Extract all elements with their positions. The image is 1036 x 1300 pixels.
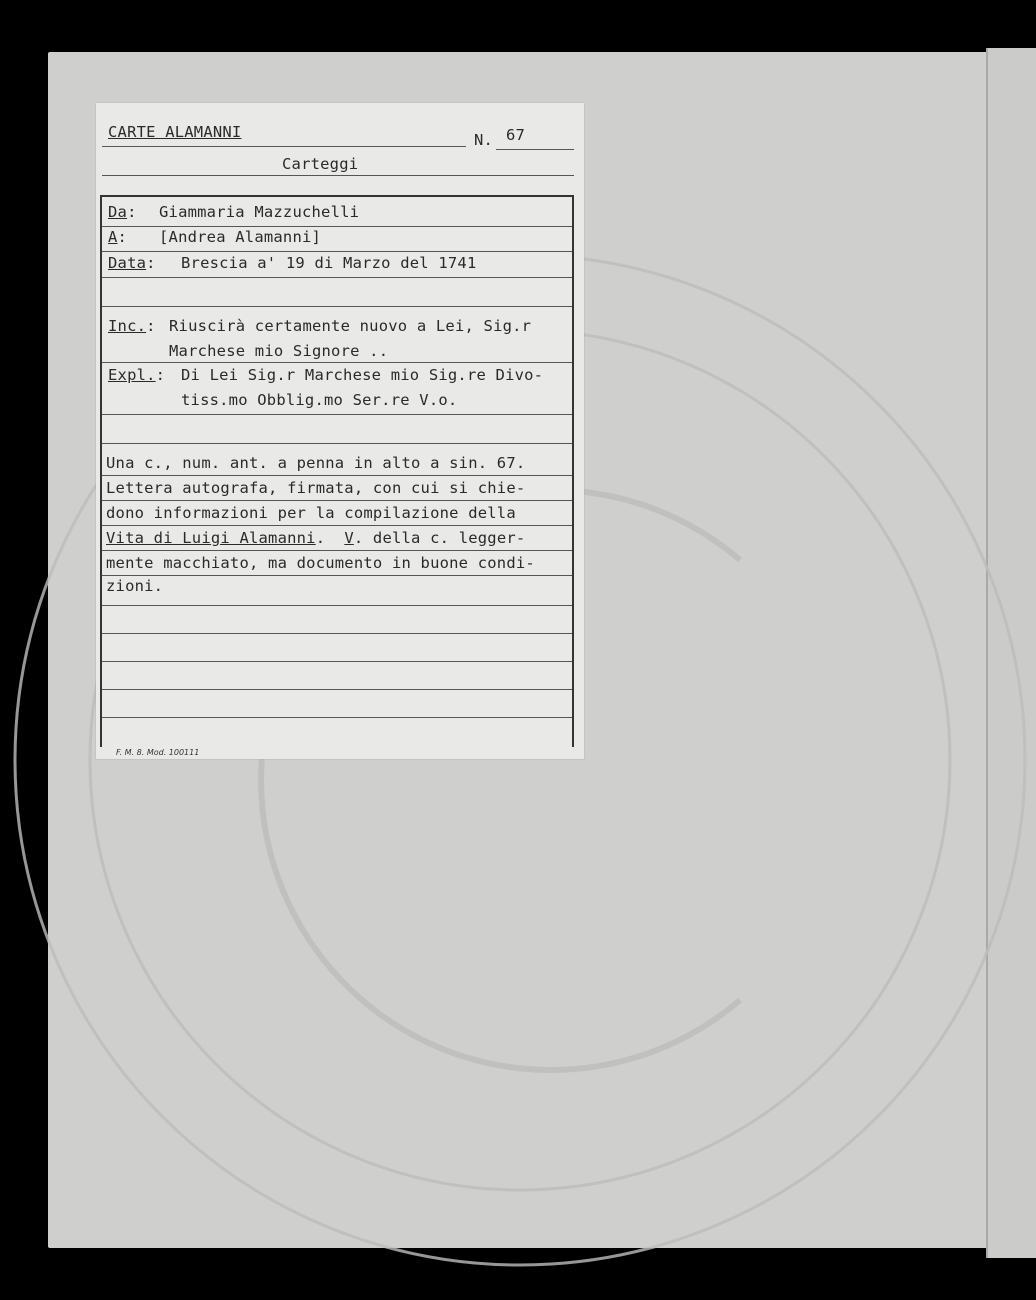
to-value: [Andrea Alamanni] [159,228,322,246]
description-line-6: zioni. [106,577,164,595]
explicit-line-1: Di Lei Sig.r Marchese mio Sig.re Divo- [181,366,544,384]
series-title: CARTE ALAMANNI [108,123,242,141]
description-line-4: Vita di Luigi Alamanni. V. della c. legger- [106,529,526,547]
explicit-line-2: tiss.mo Obblig.mo Ser.re V.o. [181,391,458,409]
from-label: Da [108,203,128,221]
description-line-1: Una c., num. ant. a penna in alto a sin. 67. [106,454,526,472]
number-label: N. [474,131,494,149]
form-code: F. M. 8. Mod. 100111 [116,748,200,757]
inc-label: Inc. [108,317,147,335]
description-line-3: dono informazioni per la compilazione della [106,504,516,522]
work-title: Vita di Luigi Alamanni [106,529,316,547]
description-line-2: Lettera autografa, firmata, con cui si chie- [106,479,526,497]
date-label: Data [108,254,147,272]
incipit-line-1: Riuscirà certamente nuovo a Lei, Sig.r [169,317,532,335]
from-value: Giammaria Mazzuchelli [159,203,360,221]
section-title: Carteggi [282,155,359,173]
catalog-card: CARTE ALAMANNI N. 67 Carteggi Da: Giammaria Mazzuchelli A: [Andrea Alamanni] Data: Brescia a' 19 di Marzo del 1741 Inc.: Riuscirà certamente nuovo a Lei, Sig.r Marchese mio Signore .. Expl.: Di Lei Sig.r Marchese mio Sig.re Divo- tiss.mo Obblig.mo Ser.re V.o. Una c., num. ant. a penna in alto a sin. 67. Lettera autografa, firmata, con cui si chie- dono informazioni per la compilazione della Vita di Luigi Alamanni. V. della c. legger- mente macchiato, ma documento in buone condi- zioni. F. M. 8. Mod. 100111 [96,103,584,759]
card-number: 67 [506,126,526,144]
incipit-line-2: Marchese mio Signore .. [169,342,389,360]
description-line-5: mente macchiato, ma documento in buone condi- [106,554,535,572]
folder-right-page [986,48,1036,1258]
date-value: Brescia a' 19 di Marzo del 1741 [181,254,477,272]
expl-label: Expl. [108,366,156,384]
to-label: A [108,228,118,246]
